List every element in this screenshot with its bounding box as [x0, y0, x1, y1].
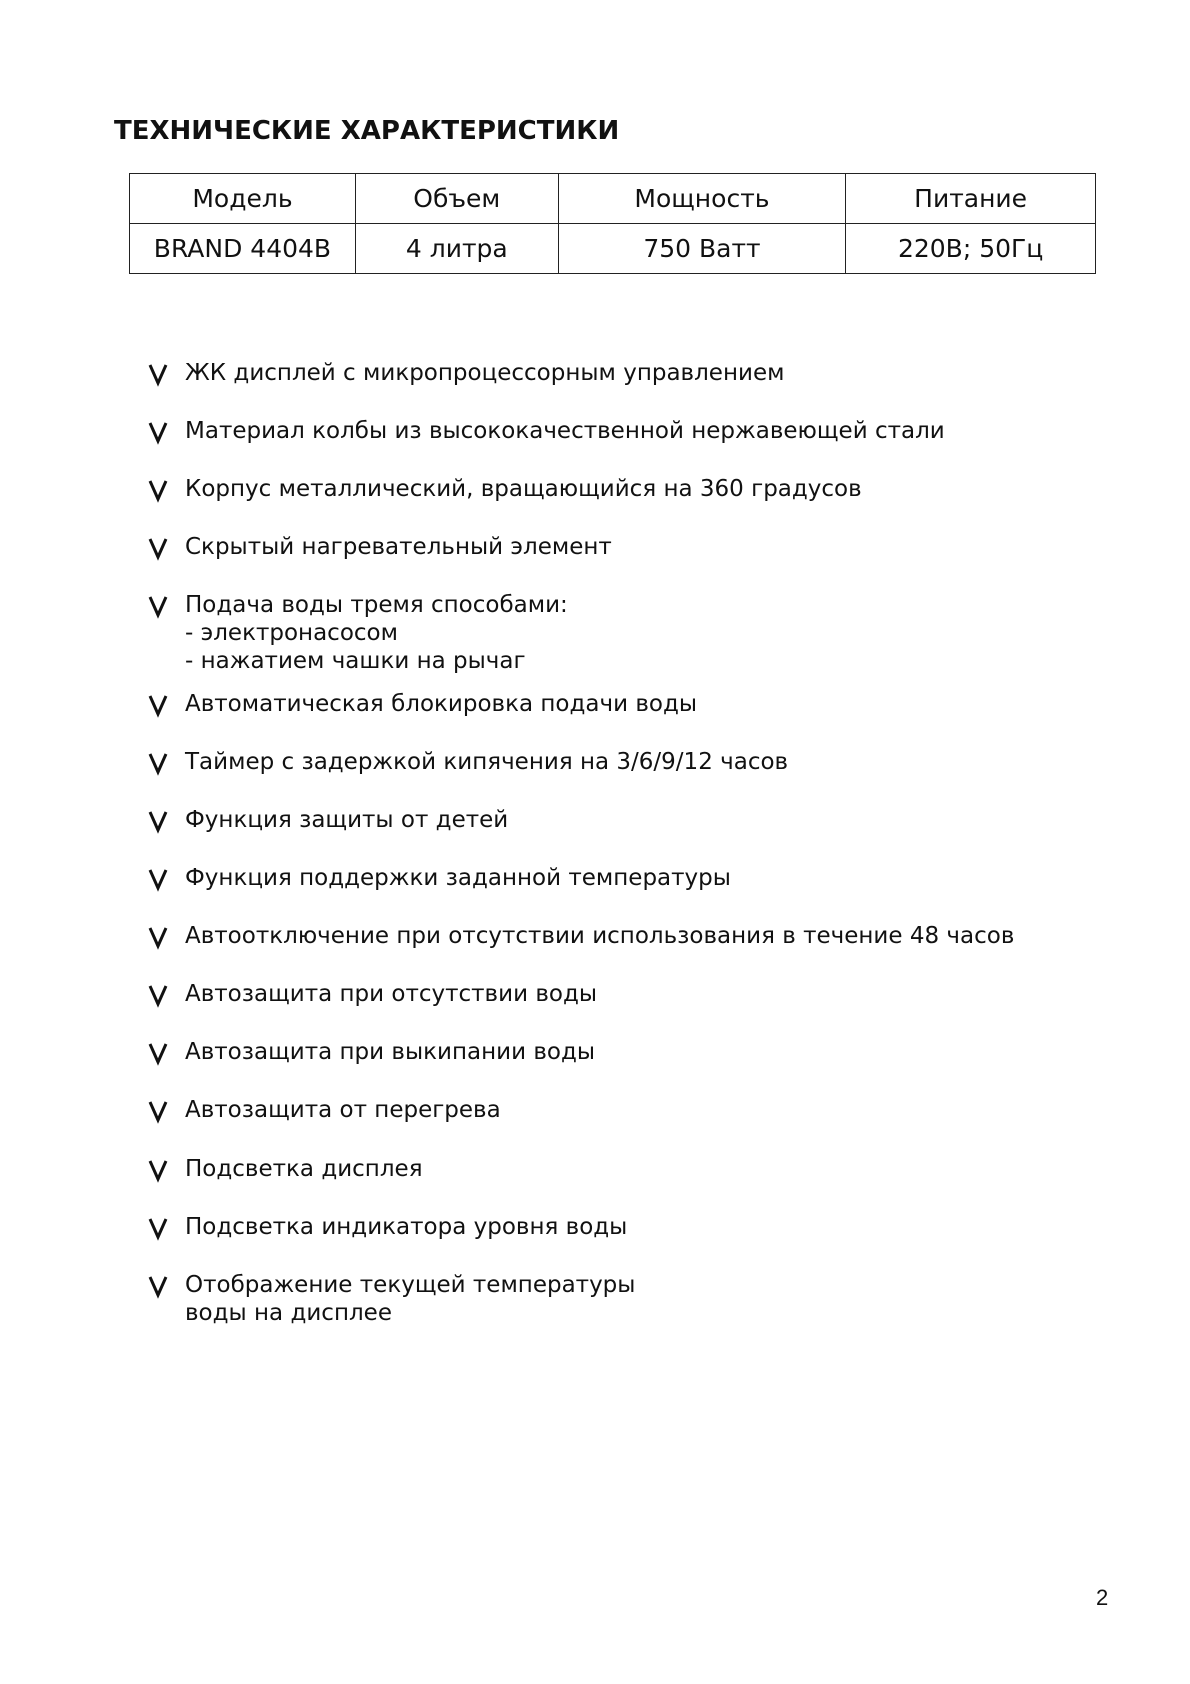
feature-sub-line: воды на дисплее: [185, 1300, 392, 1326]
feature-text: Функция защиты от детей: [185, 807, 509, 833]
check-bullet-icon: [148, 591, 168, 619]
feature-sub-line: - электронасосом: [185, 620, 398, 646]
feature-text: Корпус металлический, вращающийся на 360 градусов: [185, 476, 862, 502]
feature-text: Автозащита при выкипании воды: [185, 1039, 596, 1065]
feature-main-line: Отображение текущей температуры: [185, 1272, 636, 1298]
check-bullet-icon: [148, 864, 168, 892]
header-volume: Объем: [355, 174, 558, 224]
feature-text: Автозащита от перегрева: [185, 1097, 501, 1123]
feature-text: Материал колбы из высококачественной нержавеющей стали: [185, 418, 945, 444]
cell-model: BRAND 4404B: [130, 224, 356, 274]
feature-text: Автозащита при отсутствии воды: [185, 981, 598, 1007]
check-bullet-icon: [148, 690, 168, 718]
check-bullet-icon: [148, 980, 168, 1008]
header-power: Мощность: [558, 174, 846, 224]
feature-text: [185, 1271, 635, 1327]
cell-supply: 220В; 50Гц: [846, 224, 1096, 274]
feature-text: Автоотключение при отсутствии использования в течение 48 часов: [185, 923, 1015, 949]
check-bullet-icon: [148, 417, 168, 445]
feature-text: Подсветка индикатора уровня воды: [185, 1214, 628, 1240]
header-supply: Питание: [846, 174, 1096, 224]
cell-power: 750 Ватт: [558, 224, 846, 274]
header-model: Модель: [130, 174, 356, 224]
feature-text: Таймер с задержкой кипячения на 3/6/9/12 часов: [185, 749, 789, 775]
page-number: 2: [1096, 1585, 1109, 1610]
check-bullet-icon: [148, 806, 168, 834]
feature-text: [185, 591, 568, 675]
page-title: ТЕХНИЧЕСКИЕ ХАРАКТЕРИСТИКИ: [114, 116, 620, 146]
check-bullet-icon: [148, 1213, 168, 1241]
check-bullet-icon: [148, 359, 168, 387]
check-bullet-icon: [148, 922, 168, 950]
check-bullet-icon: [148, 1271, 168, 1299]
feature-text: ЖК дисплей с микропроцессорным управлением: [185, 360, 785, 386]
feature-text: Скрытый нагревательный элемент: [185, 534, 612, 560]
check-bullet-icon: [148, 1155, 168, 1183]
check-bullet-icon: [148, 533, 168, 561]
feature-sub-line: - нажатием чашки на рычаг: [185, 648, 526, 674]
check-bullet-icon: [148, 1038, 168, 1066]
cell-volume: 4 литра: [355, 224, 558, 274]
check-bullet-icon: [148, 475, 168, 503]
feature-main-line: Подача воды тремя способами:: [185, 592, 568, 618]
feature-text: Функция поддержки заданной температуры: [185, 865, 731, 891]
check-bullet-icon: [148, 1096, 168, 1124]
feature-text: Подсветка дисплея: [185, 1156, 423, 1182]
feature-text: Автоматическая блокировка подачи воды: [185, 691, 698, 717]
check-bullet-icon: [148, 748, 168, 776]
